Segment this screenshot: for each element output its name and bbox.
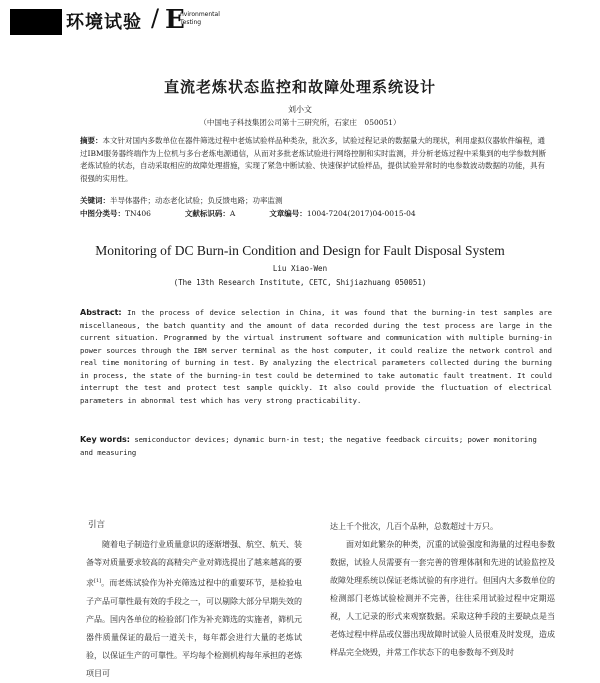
journal-name-en-line1: nvironmental	[180, 11, 220, 18]
abstract-cn	[80, 135, 550, 185]
body-right-text-2: 面对如此繁杂的种类，沉重的试验强度和海量的过程电参数数据，试验人员需要有一套完善的管理体制和先进的试验监控及故障处理系统以保证老炼试验的有序进行。但国内大多数单位的检测部门老炼试验检测并不完善，往往采用试验过程中定期巡视，人工记录的形式来观察数据。采取这种手段的主要缺点是当老炼过程中样品或仪器出现故障时试验人员很难及时发现，造成样品完全烧毁，并常工作状态下的电参数每不到及时	[330, 540, 555, 657]
body-right-text-1: 达上千个批次，几百个品种，总数超过十万只。	[330, 522, 498, 531]
article-no-label: 文章编号：	[269, 209, 307, 218]
article-no-value: 1004-7204(2017)04-0015-04	[306, 209, 416, 218]
citation-ref: [1]	[94, 578, 102, 584]
section-heading-intro: 引言	[88, 520, 106, 530]
clc-label: 中图分类号：	[80, 209, 125, 218]
header-slash: /	[151, 4, 160, 32]
abstract-cn-label: 摘要：	[80, 136, 103, 145]
abstract-cn-text: 本文针对国内多数单位在器件筛选过程中老炼试验样品种类杂，批次多，试验过程记录的数据量大的现状，利用虚拟仪器软件编程，通过IBM服务器终端作为上位机与多台老炼电源通信，从而对多批老炼试验进行网络控制和实时监测，并分析老炼过程中采集到的电学参数判断老炼试验的状态，自动采取相应的故障处理措施，实现了紧急中断试验、快速保护试验样品，提供试验异常时的电参数波动数据的功能，具有很强的实用性。	[80, 136, 547, 183]
abstract-en-text: In the process of device selection in China, it was found that the burning-in test samples are miscellaneous, the batch quantity and the amount of data recorded during the test process are large in the current situation. Programmed by the virtual instrument software and communication with multiple burning-in power sources through the IBM server terminal as the host computer, it could realize the network control and real time monitoring of burning in test. By analyzing the electrical parameters collected during the burning in process, the state of the burning-in test could be determined to take automatic fault treatment. It could interrupt the test and protect test sample quickly. It also could provide the fluctuation of electrical parameters in abnormal test which has very strong practicability.	[80, 308, 553, 405]
doc-code-label: 文献标识码：	[184, 209, 230, 218]
affiliation-cn: （中国电子科技集团公司第十三研究所，石家庄 050051）	[199, 118, 401, 127]
doc-code-value: A	[229, 209, 236, 218]
keywords-cn-text: 半导体器件；动态老化试验；负反馈电路；功率监测	[110, 196, 283, 205]
body-left-text-2: 。而老炼试验作为补充筛选过程中的重要环节，是检验电子产品可靠性最有效的手段之一，可以剔除大部分早期失效的产品。国内各单位的检验部门作为补充筛选的实施者，筛机元器件质量保证的最后一道关卡，每年都会进行大量的老炼试验，以保证生产的可靠性。平均每个检测机构每年承担的老炼项目可	[86, 578, 303, 678]
author-cn: 刘小文	[288, 105, 312, 114]
journal-initial: E	[165, 5, 185, 35]
classification-line	[80, 208, 416, 219]
keywords-en-text: semiconductor devices; dynamic burn-in test; the negative feedback circuits; power monitoring and measuring	[80, 435, 537, 457]
keywords-en-label: Key words:	[80, 435, 131, 444]
clc-value: TN406	[125, 209, 151, 218]
affiliation-en: (The 13th Research Institute, CETC, Shijiazhuang 050051)	[173, 278, 427, 287]
journal-name-cn: 环境试验	[66, 12, 142, 33]
keywords-cn	[80, 195, 550, 207]
author-en: Liu Xiao-Wen	[272, 264, 328, 273]
keywords-en	[80, 434, 552, 459]
journal-name-en	[180, 11, 220, 27]
keywords-cn-label: 关键词：	[80, 196, 110, 205]
body-left-text: 随着电子制造行业质量意识的逐渐增强、航空、航天、装备等对质量要求较高的高精尖产业对筛选提出了越来越高的要求	[86, 540, 302, 588]
abstract-en	[80, 307, 552, 407]
paper-title-en: Monitoring of DC Burn-in Condition and Design for Fault Disposal System	[95, 243, 505, 258]
paper-title-cn: 直流老炼状态监控和故障处理系统设计	[163, 78, 436, 96]
body-column-left	[86, 536, 302, 683]
body-column-right	[330, 518, 555, 662]
journal-name-en-line2: Testing	[180, 19, 202, 26]
header-logo-block	[10, 9, 62, 35]
abstract-en-label: Abstract:	[80, 308, 122, 317]
